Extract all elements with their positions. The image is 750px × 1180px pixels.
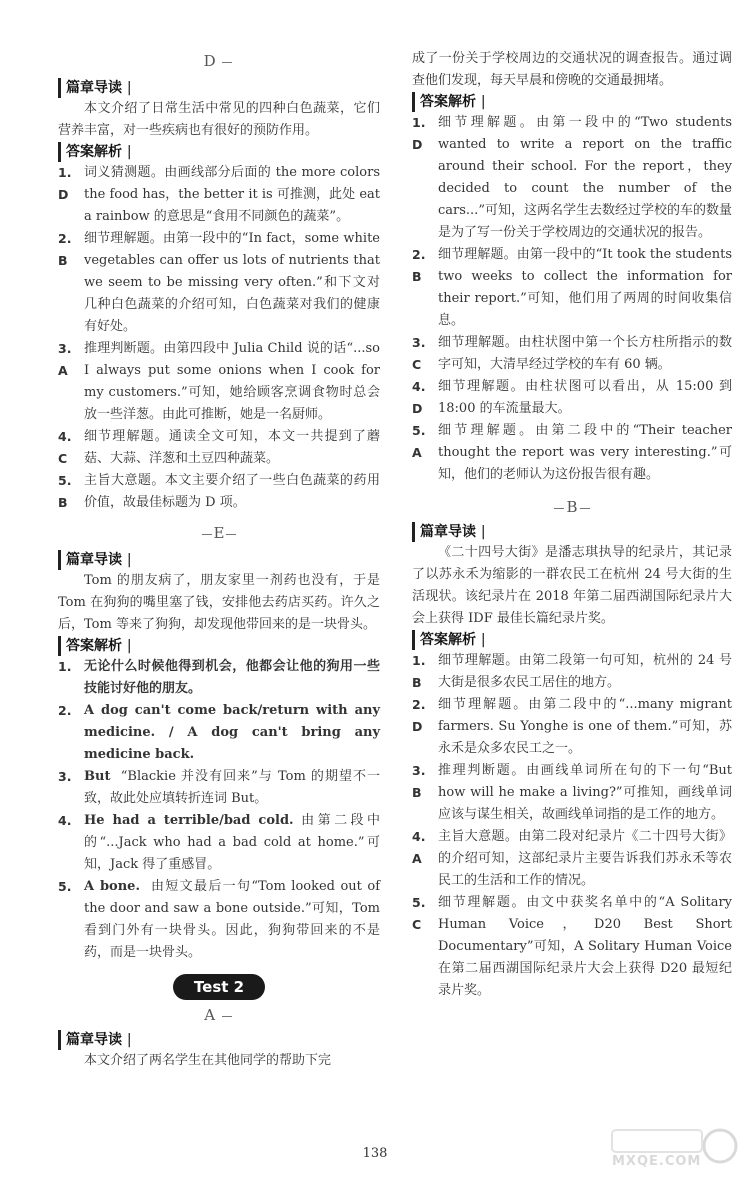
guide-header: 篇章导读 | <box>58 78 380 98</box>
section-title-e: E <box>58 522 380 544</box>
answer-list-a <box>412 112 732 486</box>
list-item: 1. D 细节理解题。由第一段中的“Two students wanted to write a report on the traffic around their school. For the report，they decided to count the number of the cars...”可知，这两名学生去数经过学校的车的数量是为了写一份关于学校周边的交通状况的报告。 <box>412 115 732 240</box>
test-badge: Test 2 <box>173 974 265 1000</box>
answer-list-b <box>412 650 732 1002</box>
section-title-b: B <box>412 496 732 518</box>
answer-header: 答案解析 | <box>58 636 380 656</box>
answer-list-e <box>58 656 380 964</box>
right-column <box>412 0 732 1002</box>
guide-text-continued: 成了一份关于学校周边的交通状况的调查报告。通过调查他们发现，每天早晨和傍晚的交通最拥堵。 <box>412 51 732 88</box>
list-item: 2. B 细节理解题。由第一段中的“It took the students two weeks to collect the information for their report.”可知，他们用了两周的时间收集信息。 <box>412 247 732 328</box>
watermark <box>592 1124 742 1176</box>
guide-header: 篇章导读 | <box>58 550 380 570</box>
list-item: 3. A 推理判断题。由第四段中 Julia Child 说的话“...so I always put some onions when I cook for my customers.”可知，她给顾客烹调食物时总会放一些洋葱。由此可推断，她是一名厨师。 <box>58 341 380 422</box>
list-item: 2. A dog can't come back/return with any medicine. / A dog can't bring any medicine back. <box>58 703 380 762</box>
list-item: 1. D 词义猜测题。由画线部分后面的 the more colors the food has，the better it is 可推测，此处 eat a rainbow 的意思是“食用不同颜色的蔬菜”。 <box>58 165 380 224</box>
list-item: 4. D 细节理解题。由柱状图可以看出，从 15:00 到 18:00 的车流量最大。 <box>412 379 732 416</box>
guide-header: 篇章导读 | <box>412 522 732 542</box>
guide-text: 本文介绍了两名学生在其他同学的帮助下完 <box>84 1053 332 1068</box>
page-number: 138 <box>362 1146 388 1161</box>
answer-list-d <box>58 162 380 514</box>
list-item: 3. C 细节理解题。由柱状图中第一个长方柱所指示的数字可知，大清早经过学校的车有 60 辆。 <box>412 335 732 372</box>
guide-text: Tom 的朋友病了，朋友家里一剂药也没有，于是 Tom 在狗狗的嘴里塞了钱，安排他去药店买药。许久之后，Tom 等来了狗狗，却发现他带回来的是一块骨头。 <box>58 573 380 632</box>
list-item: 5. B 主旨大意题。本文主要介绍了一些白色蔬菜的药用价值，故最佳标题为 D 项。 <box>58 473 380 510</box>
list-item: 5. A 细节理解题。由第二段中的“Their teacher thought the report was very interesting.”可知，他们的老师认为这份报告很有趣。 <box>412 423 732 482</box>
answer-header: 答案解析 | <box>58 142 380 162</box>
list-item: 4. A 主旨大意题。由第二段对纪录片《二十四号大街》的介绍可知，这部纪录片主要告诉我们苏永禾等农民工的生活和工作的情况。 <box>412 829 732 888</box>
answer-header: 答案解析 | <box>412 92 732 112</box>
guide-header: 篇章导读 | <box>58 1030 380 1050</box>
list-item: 2. D 细节理解题。由第二段中的“...many migrant farmers. Su Yonghe is one of them.”可知，苏永禾是众多农民工之一。 <box>412 697 732 756</box>
answer-header: 答案解析 | <box>412 630 732 650</box>
list-item: 3. B 推理判断题。由画线单词所在句的下一句“But how will he make a living?”可推知，画线单词应该与谋生相关，故画线单词指的是工作的地方。 <box>412 763 732 822</box>
list-item: 2. B 细节理解题。由第一段中的“In fact，some white vegetables can offer us lots of nutrients that we seem to be missing very often.”和下文对几种白色蔬菜的介绍可知，白色蔬菜对我们的健康有好处。 <box>58 231 380 334</box>
list-item: 4. He had a terrible/bad cold. 由第二段中的“...Jack who had a bad cold at home.”可知，Jack 得了重感冒。 <box>58 813 380 872</box>
list-item: 5. C 细节理解题。由文中获奖名单中的“A Solitary Human Voice，D20 Best Short Documentary”可知，A Solitary Human Voice 在第二届西湖国际纪录片大会上获得 D20 最短纪录片奖。 <box>412 895 732 998</box>
guide-text: 本文介绍了日常生活中常见的四种白色蔬菜，它们营养丰富，对一些疾病也有很好的预防作用。 <box>58 101 380 138</box>
section-title-a: A <box>58 1004 380 1026</box>
guide-text: 《二十四号大街》是潘志琪执导的纪录片，其记录了以苏永禾为缩影的一群农民工在杭州 24 号大街的生活现状。该纪录片在 2018 年第二届西湖国际纪录片大会上获得 IDF 最佳长篇纪录片奖。 <box>412 545 732 626</box>
left-column <box>58 0 380 1072</box>
list-item: 5. A bone. 由短文最后一句“Tom looked out of the door and saw a bone outside.”可知，Tom 看到门外有一块骨头。因此，狗狗带回来的不是药，而是一块骨头。 <box>58 879 381 960</box>
section-title-d: D <box>58 50 380 72</box>
list-item: 3. But “Blackie 并没有回来”与 Tom 的期望不一致，故此处应填转折连词 But。 <box>58 769 381 806</box>
list-item: 1. 无论什么时候他得到机会，他都会让他的狗用一些技能讨好他的朋友。 <box>58 659 380 696</box>
watermark-text: MXQE.COM <box>612 1154 702 1169</box>
list-item: 1. B 细节理解题。由第二段第一句可知，杭州的 24 号大街是很多农民工居住的地方。 <box>412 653 732 690</box>
list-item: 4. C 细节理解题。通读全文可知，本文一共提到了蘑菇、大蒜、洋葱和土豆四种蔬菜。 <box>58 429 380 466</box>
